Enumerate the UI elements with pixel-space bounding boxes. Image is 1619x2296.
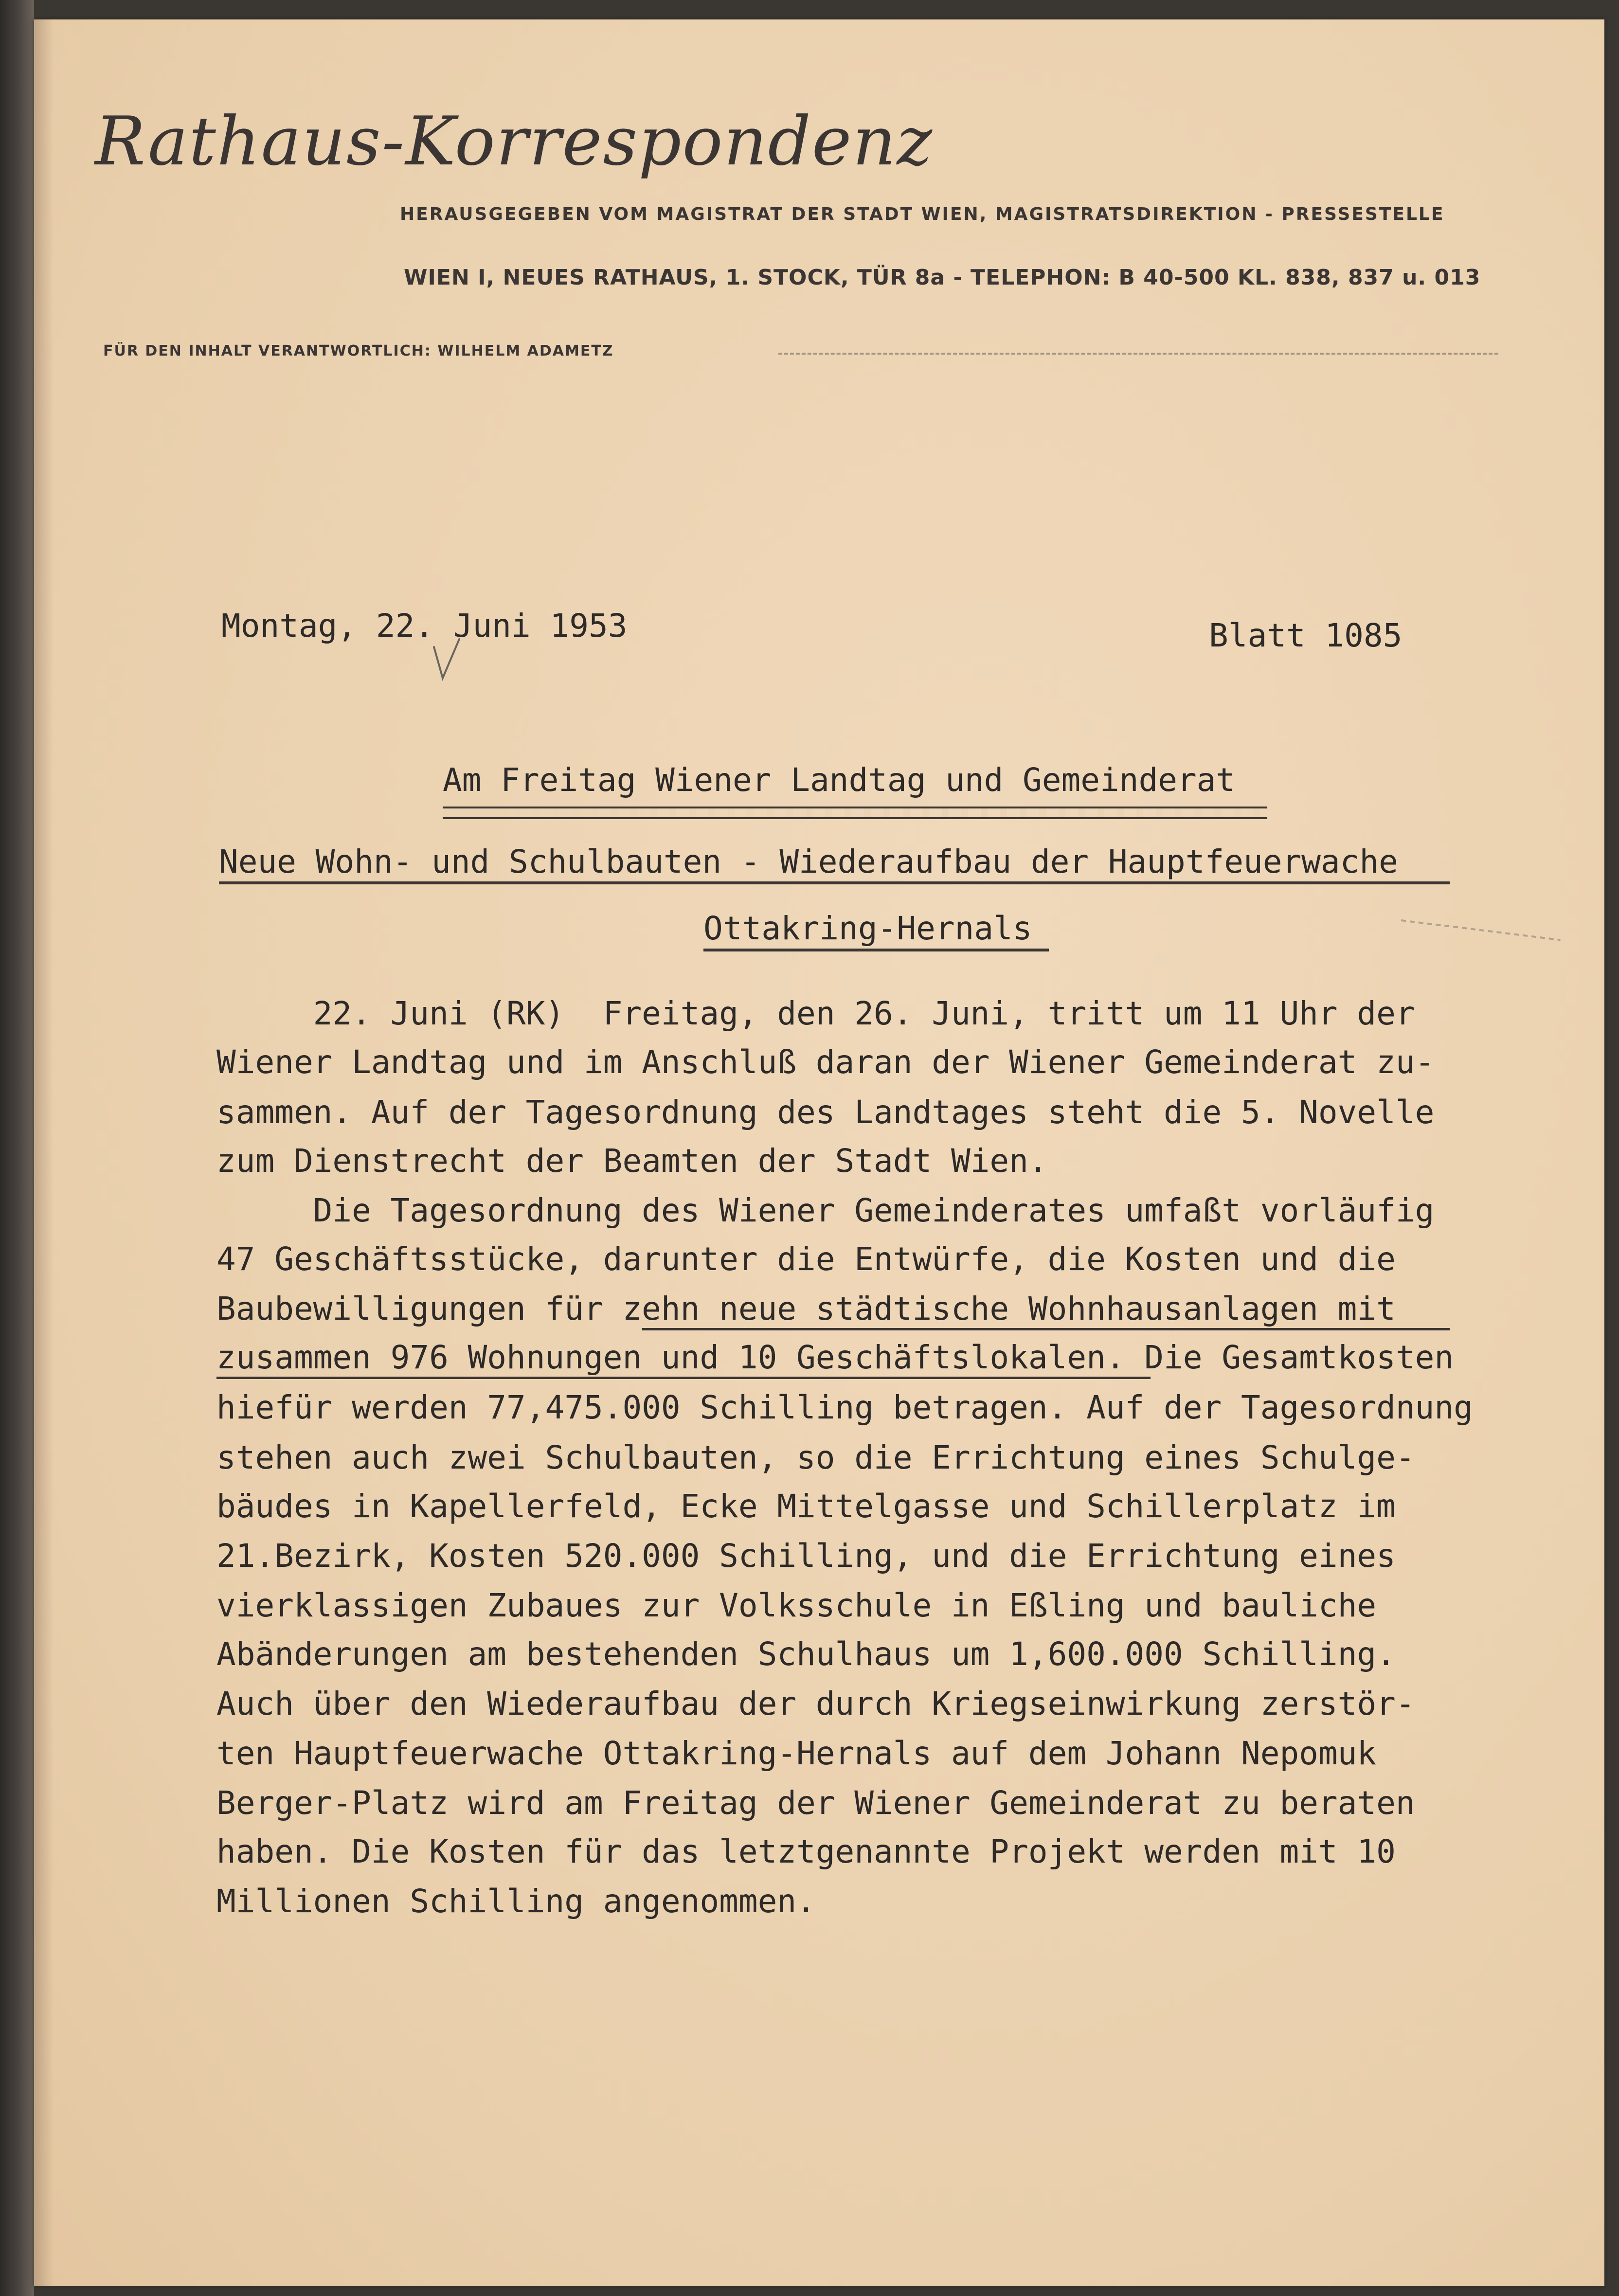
sheet-number: Blatt 1085 [1209, 617, 1403, 654]
body-line: Abänderungen am bestehenden Schulhaus um 1,600.000 Schilling. [216, 1635, 1396, 1673]
body-line: vierklassigen Zubaues zur Volksschule in Eßling und bauliche [216, 1587, 1377, 1624]
subheadline-2-underline [703, 949, 1049, 951]
body-line: bäudes in Kapellerfeld, Ecke Mittelgasse und Schillerplatz im [216, 1488, 1396, 1525]
body-line: Die Tagesordnung des Wiener Gemeinderates umfaßt vorläufig [216, 1192, 1435, 1229]
address-line: WIEN I, NEUES RATHAUS, 1. STOCK, TÜR 8a - TELEPHON: B 40-500 KL. 838, 837 u. 013 [404, 265, 1481, 290]
subheadline-1-underline [219, 881, 1450, 884]
body-line: Auch über den Wiederaufbau der durch Kriegseinwirkung zerstör- [216, 1685, 1415, 1722]
body-line: ten Hauptfeuerwache Ottakring-Hernals auf dem Johann Nepomuk [216, 1735, 1377, 1772]
body-line: zusammen 976 Wohnungen und 10 Geschäftslokalen. Die Gesamtkosten [216, 1339, 1454, 1376]
subheadline-1: Neue Wohn- und Schulbauten - Wiederaufbau der Hauptfeuerwache [219, 843, 1398, 880]
publisher-line: HERAUSGEGEBEN VOM MAGISTRAT DER STADT WIEN, MAGISTRATSDIREKTION - PRESSESTELLE [400, 204, 1445, 224]
headline-double-rule [443, 807, 1267, 819]
document-date: Montag, 22. Juni 1953 [221, 607, 628, 645]
body-underline [642, 1328, 1450, 1330]
book-binding [0, 0, 34, 2296]
masthead-title: Rathaus-Korrespondenz [95, 102, 934, 180]
body-line: 21.Bezirk, Kosten 520.000 Schilling, und die Errichtung eines [216, 1537, 1396, 1575]
body-underline [216, 1377, 1151, 1379]
body-line: Baubewilligungen für zehn neue städtische Wohnhausanlagen mit [216, 1290, 1396, 1327]
responsible-line: FÜR DEN INHALT VERANTWORTLICH: WILHELM ADAMETZ [103, 342, 614, 359]
body-line: Wiener Landtag und im Anschluß daran der Wiener Gemeinderat zu- [216, 1043, 1435, 1081]
body-line: Millionen Schilling angenommen. [216, 1883, 816, 1920]
body-line: 47 Geschäftsstücke, darunter die Entwürfe, die Kosten und die [216, 1240, 1396, 1278]
headline: Am Freitag Wiener Landtag und Gemeinderat [443, 761, 1236, 799]
body-line: 22. Juni (RK) Freitag, den 26. Juni, tritt um 11 Uhr der [216, 995, 1415, 1032]
page-fold-shadow [34, 19, 54, 2286]
body-line: hiefür werden 77,475.000 Schilling betragen. Auf der Tagesordnung [216, 1389, 1473, 1426]
body-line: Berger-Platz wird am Freitag der Wiener Gemeinderat zu beraten [216, 1784, 1415, 1822]
header-dashed-rule [778, 353, 1498, 355]
subheadline-2: Ottakring-Hernals [703, 910, 1032, 947]
body-line: stehen auch zwei Schulbauten, so die Errichtung eines Schulge- [216, 1439, 1415, 1476]
body-line: haben. Die Kosten für das letztgenannte Projekt werden mit 10 [216, 1833, 1396, 1870]
pencil-check-mark [432, 637, 461, 681]
body-line: zum Dienstrecht der Beamten der Stadt Wien. [216, 1142, 1048, 1180]
body-line: sammen. Auf der Tagesordnung des Landtages steht die 5. Novelle [216, 1094, 1435, 1131]
